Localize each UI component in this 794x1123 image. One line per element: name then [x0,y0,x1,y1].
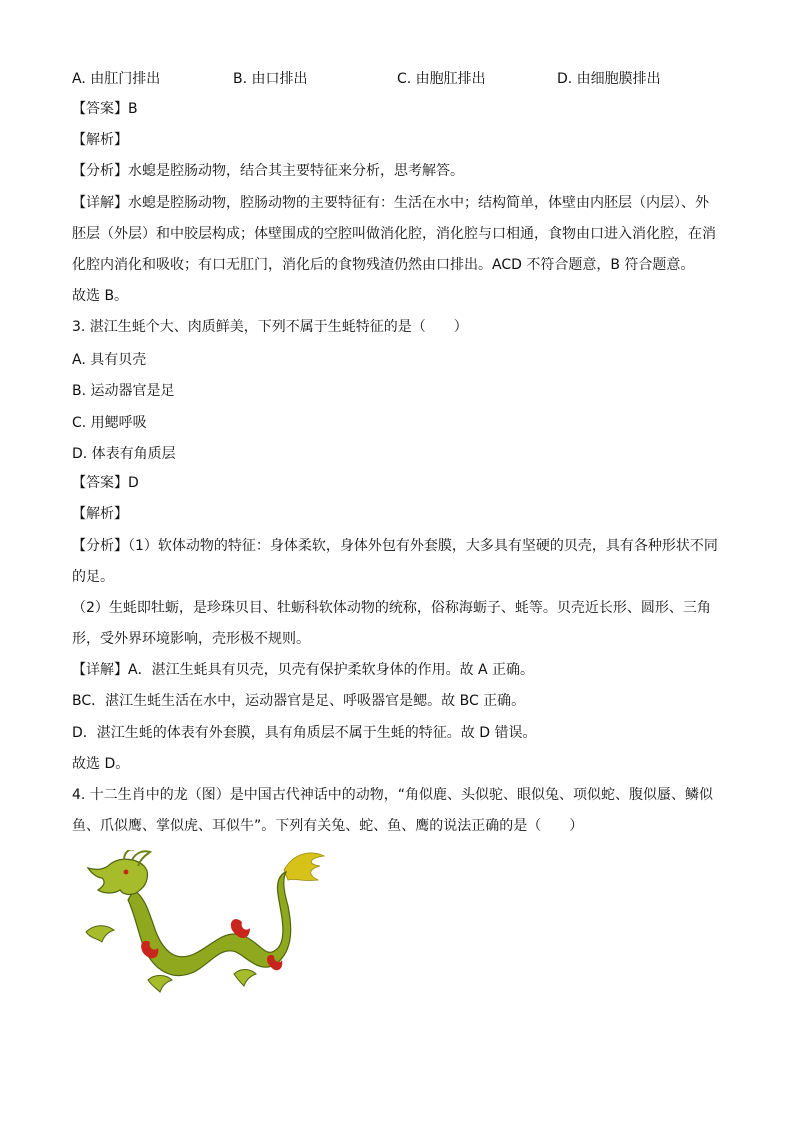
q2-fenxi [72,162,734,180]
answer-value: B [128,101,138,117]
q3-xiangjie-line-3: D．湛江生蚝的体表有外套膜，具有角质层不属于生蚝的特征。故 D 错误。 [72,725,537,741]
q2-answer [72,100,734,118]
q2-analysis-tag: 【解析】 [72,132,128,148]
q3-stem: 3. 湛江生蚝个大、肉质鲜美，下列不属于生蚝特征的是（ ） [72,319,468,335]
q3-conclusion: 故选 D。 [72,756,130,772]
q2-xiangjie-line-1 [72,194,734,212]
q2-xiangjie-line-2: 胚层（外层）和中胶层构成；体壁围成的空腔叫做消化腔，消化腔与口相通，食物由口进入消化腔，在消 [72,226,716,242]
q2-option-b: B. 由口排出 [233,71,308,87]
q2-conclusion: 故选 B。 [72,288,129,304]
dragon-illustration [74,850,326,996]
xiangjie-tag: 【详解】 [72,195,128,211]
answer-tag: 【答案】 [72,475,128,491]
fenxi-tag: 【分析】 [72,163,128,179]
q3-option-b: B. 运动器官是足 [72,383,175,399]
q2-option-c: C. 由胞肛排出 [397,71,486,87]
q4-stem-line-1: 4. 十二生肖中的龙（图）是中国古代神话中的动物，“角似鹿、头似驼、眼似兔、项似蛇、腹似蜃、鳞似 [72,787,714,803]
q3-fenxi-line-4: 形，受外界环境影响，壳形极不规则。 [72,631,310,647]
q3-fenxi-line-3: （2）生蚝即牡蛎，是珍珠贝目、牡蛎科软体动物的统称，俗称海蛎子、蚝等。贝壳近长形、圆形、三角 [72,600,711,616]
dragon-tail-fin [284,853,324,881]
q2-option-a: A. 由肛门排出 [72,71,161,87]
fenxi-text: 水螅是腔肠动物，结合其主要特征来分析，思考解答。 [128,163,464,179]
q3-option-c: C. 用鳃呼吸 [72,415,147,431]
xiangjie-text: 水螅是腔肠动物，腔肠动物的主要特征有：生活在水中；结构简单，体壁由内胚层（内层）、外 [128,195,709,211]
q3-fenxi-line-2: 的足。 [72,569,114,585]
answer-value: D [128,475,139,491]
xiangjie-tag: 【详解】 [72,662,128,678]
dragon-body [128,872,291,976]
q4-stem-line-2: 鱼、爪似鹰、掌似虎、耳似牛”。下列有关兔、蛇、鱼、鹰的说法正确的是（ ） [72,818,584,834]
answer-tag: 【答案】 [72,101,128,117]
fenxi-tag: 【分析】 [72,538,128,554]
fenxi-text: （1）软体动物的特征：身体柔软，身体外包有外套膜，大多具有坚硬的贝壳，具有各种形状不同 [128,538,718,554]
q3-option-d: D. 体表有角质层 [72,446,176,462]
q3-xiangjie-line-1 [72,661,734,679]
q2-xiangjie-line-3: 化腔内消化和吸收；有口无肛门，消化后的食物残渣仍然由口排出。ACD 不符合题意，B 符合题意。 [72,257,695,273]
q3-answer [72,474,734,492]
xiangjie-text: A．湛江生蚝具有贝壳，贝壳有保护柔软身体的作用。故 A 正确。 [128,662,535,678]
q2-option-d: D. 由细胞膜排出 [557,71,661,87]
q3-analysis-tag: 【解析】 [72,506,128,522]
q3-xiangjie-line-2: BC．湛江生蚝生活在水中，运动器官是足、呼吸器官是鳃。故 BC 正确。 [72,693,526,709]
q3-option-a: A. 具有贝壳 [72,352,147,368]
q3-fenxi-line-1 [72,537,734,555]
